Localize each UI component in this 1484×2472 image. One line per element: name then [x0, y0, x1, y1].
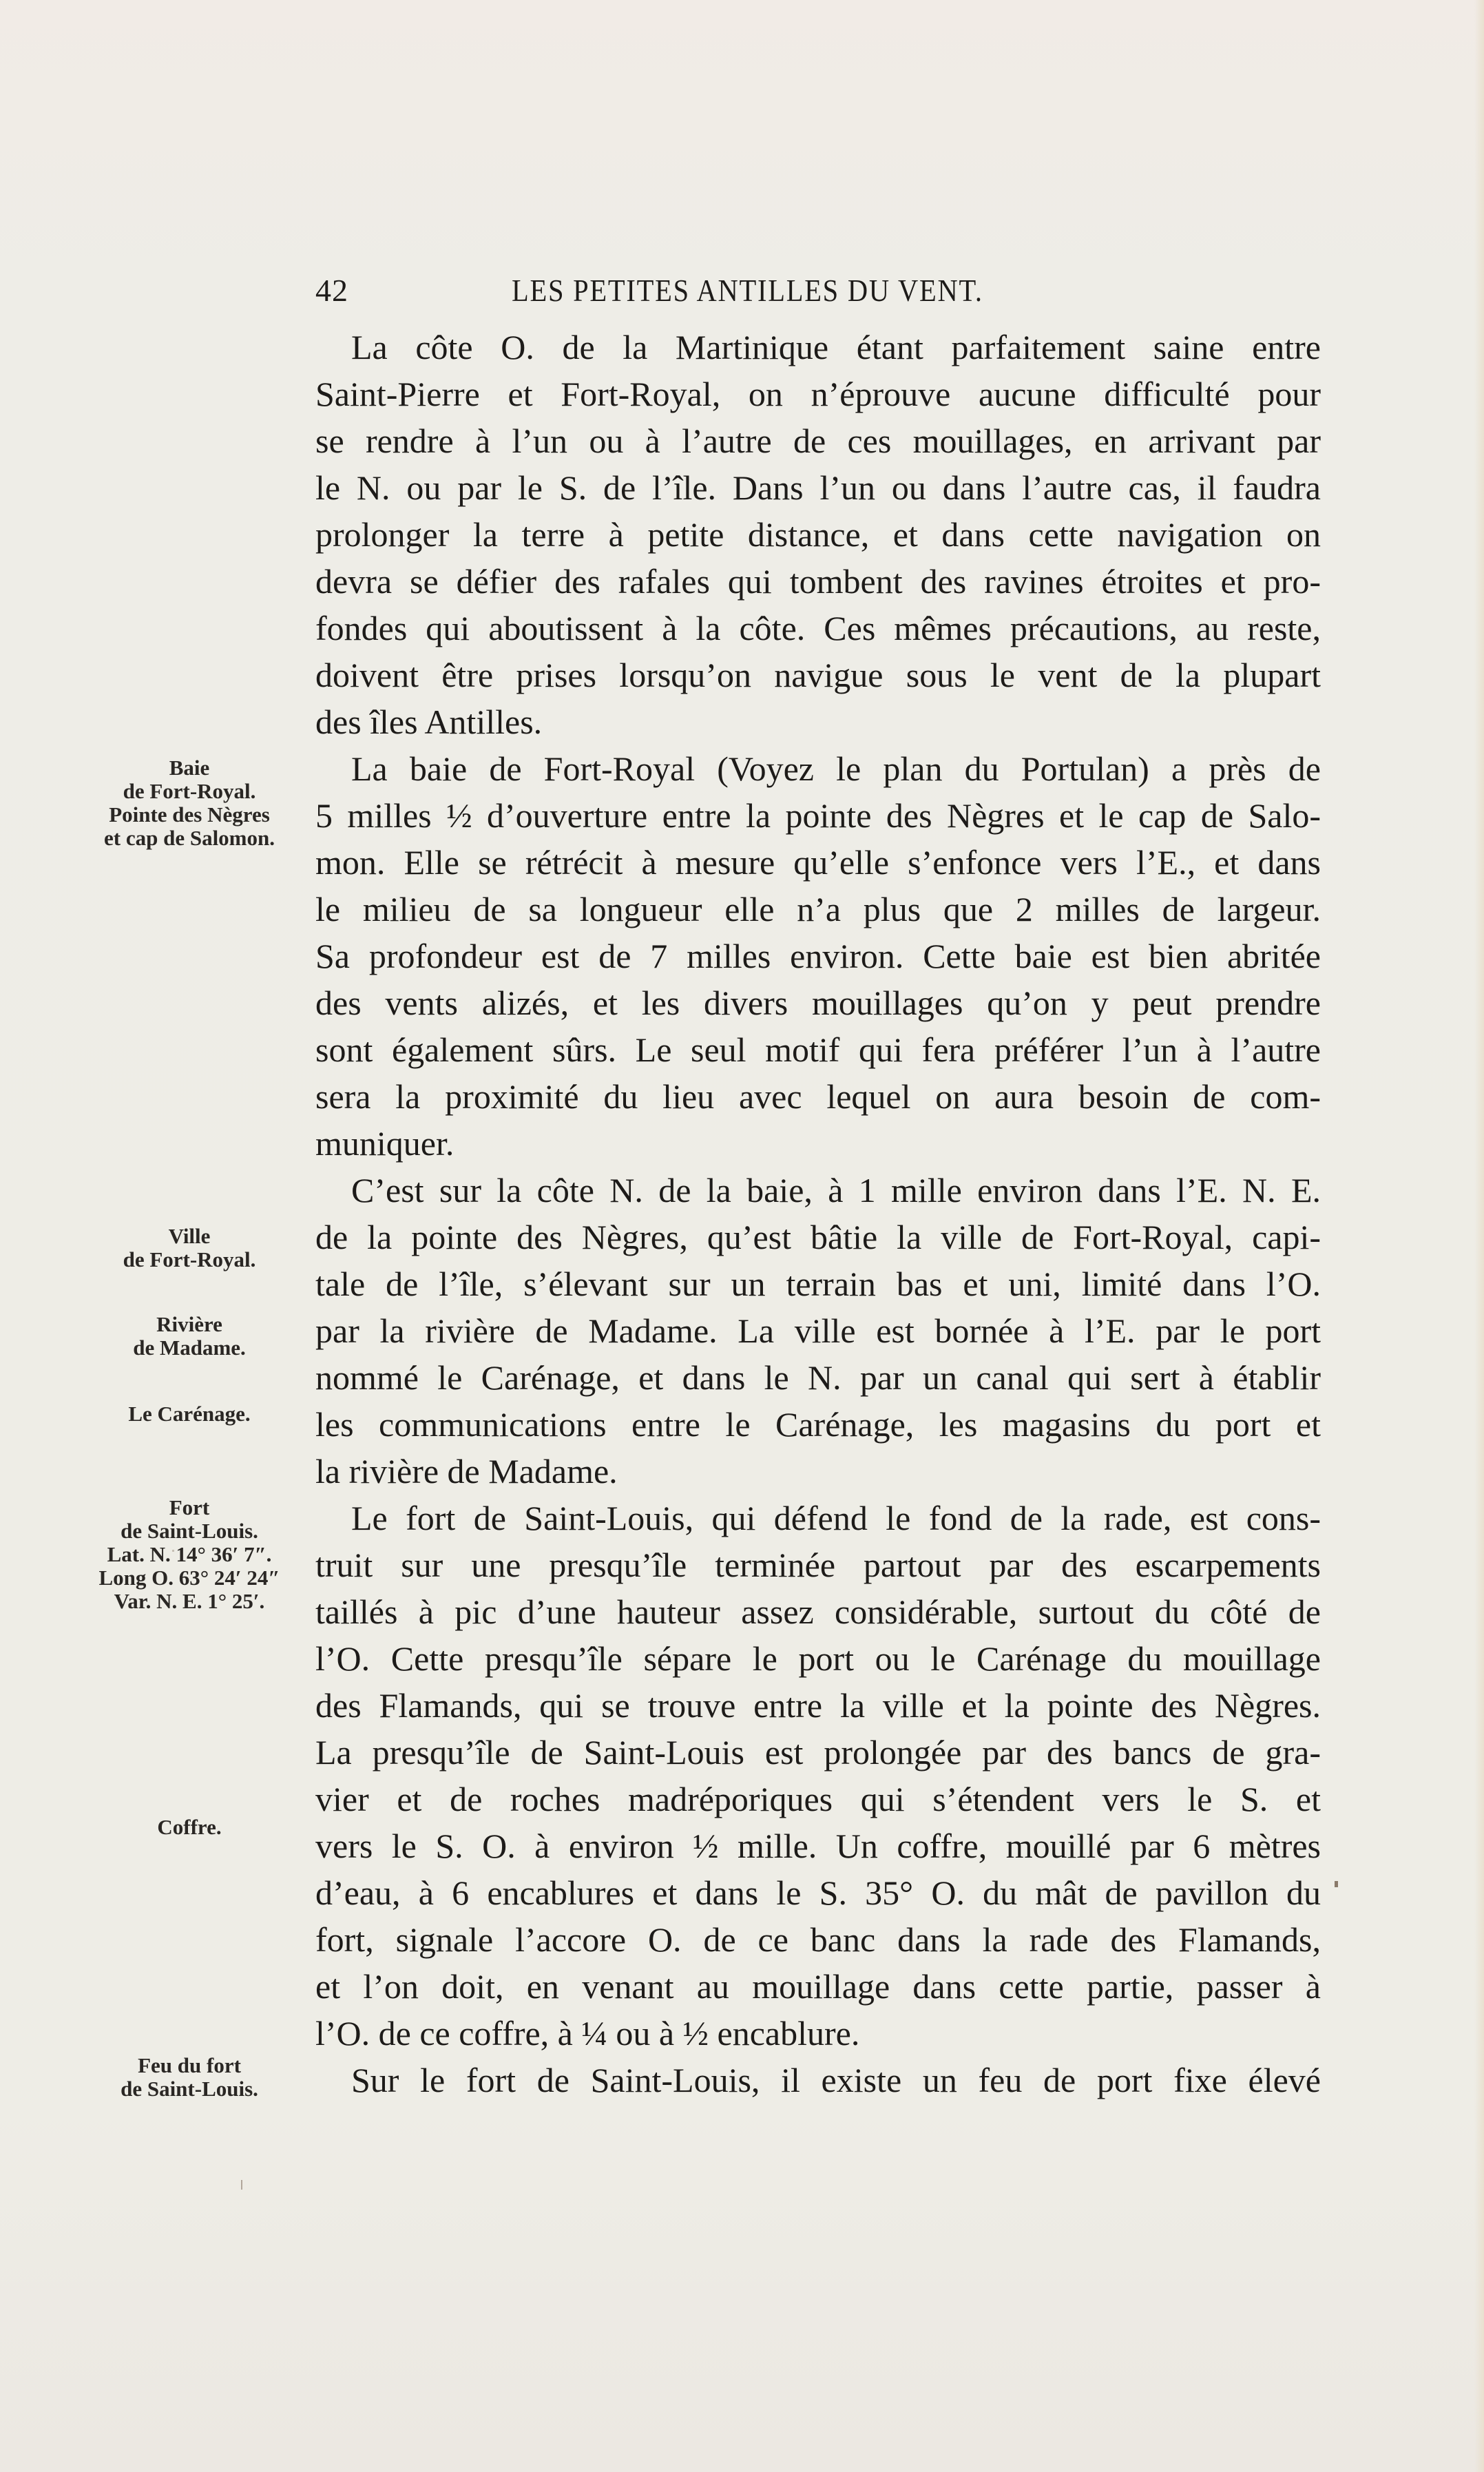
text-line: mon. Elle se rétrécit à mesure qu’elle s’enfonce vers l’E., et dans: [315, 843, 1321, 882]
margin-note-line: et cap de Salomon.: [104, 826, 275, 850]
text-line: vers le S. O. à environ ½ mille. Un coffre, mouillé par 6 mètres: [315, 1827, 1321, 1865]
margin-note-line: Var. N. E. 1° 25′.: [114, 1589, 265, 1613]
margin-note-le-carenage: [69, 1402, 310, 1426]
text-line: 5 milles ½ d’ouverture entre la pointe des Nègres et le cap de Salo-: [315, 796, 1321, 835]
text-line: les communications entre le Carénage, les magasins du port et: [315, 1405, 1321, 1444]
text-line: le N. ou par le S. de l’île. Dans l’un ou dans l’autre cas, il faudra: [315, 468, 1321, 507]
margin-note-riviere-madame: [69, 1313, 310, 1360]
margin-note-line: Rivière: [156, 1312, 222, 1336]
ink-speck: [241, 2180, 242, 2190]
margin-note-fort-saint-louis: [69, 1496, 310, 1613]
margin-note-line: Fort: [169, 1495, 210, 1519]
margin-note-baie-fort-royal: [69, 756, 310, 850]
text-line: et l’on doit, en venant au mouillage dans cette partie, passer à: [315, 1967, 1321, 2006]
margin-note-line: Baie: [169, 756, 210, 780]
text-line: la rivière de Madame.: [315, 1452, 618, 1491]
margin-note-feu-fort-saint-louis: [69, 2054, 310, 2101]
text-line: des vents alizés, et les divers mouillages qu’on y peut prendre: [315, 984, 1321, 1022]
text-line: fondes qui aboutissent à la côte. Ces mêmes précautions, au reste,: [315, 609, 1321, 647]
text-line: Le fort de Saint-Louis, qui défend le fond de la rade, est cons-: [351, 1499, 1321, 1537]
margin-note-line: Pointe des Nègres: [109, 802, 270, 827]
text-line: l’O. de ce coffre, à ¼ ou à ½ encablure.: [315, 2014, 860, 2053]
text-line: d’eau, à 6 encablures et dans le S. 35° O. du mât de pavillon du: [315, 1873, 1321, 1912]
ink-speck: [172, 1550, 174, 1552]
ink-speck: [1335, 1881, 1338, 1887]
text-line: par la rivière de Madame. La ville est bornée à l’E. par le port: [315, 1311, 1321, 1350]
text-line: La baie de Fort-Royal (Voyez le plan du Portulan) a près de: [351, 749, 1321, 788]
text-line: La presqu’île de Saint-Louis est prolongée par des bancs de gra-: [315, 1733, 1321, 1772]
margin-note-line: Lat. N. 14° 36′ 7″.: [107, 1542, 272, 1566]
text-line: devra se défier des rafales qui tombent des ravines étroites et pro-: [315, 562, 1321, 601]
body-text: [315, 324, 1321, 2104]
text-line: sont également sûrs. Le seul motif qui fera préférer l’un à l’autre: [315, 1030, 1321, 1069]
margin-note-ville-fort-royal: [69, 1225, 310, 1271]
margin-note-coffre: [69, 1816, 310, 1839]
margin-note-line: de Fort-Royal.: [123, 1247, 256, 1271]
text-line: taillés à pic d’une hauteur assez considérable, surtout du côté de: [315, 1592, 1321, 1631]
page-number: 42: [315, 273, 348, 308]
text-line: fort, signale l’accore O. de ce banc dans la rade des Flamands,: [315, 1920, 1321, 1959]
margin-note-line: de Fort-Royal.: [123, 779, 256, 803]
margin-note-line: Coffre.: [157, 1815, 222, 1839]
text-line: C’est sur la côte N. de la baie, à 1 mille environ dans l’E. N. E.: [351, 1171, 1321, 1209]
text-line: Saint-Pierre et Fort-Royal, on n’éprouve aucune difficulté pour: [315, 375, 1321, 413]
text-line: Sa profondeur est de 7 milles environ. Cette baie est bien abritée: [315, 937, 1321, 975]
page-edge-shadow: [1474, 0, 1484, 2472]
text-line: doivent être prises lorsqu’on navigue sous le vent de la plupart: [315, 656, 1321, 694]
text-line: Sur le fort de Saint-Louis, il existe un feu de port fixe élevé: [351, 2061, 1321, 2099]
running-head: [315, 270, 1328, 311]
margin-note-line: Long O. 63° 24′ 24″: [98, 1566, 280, 1590]
margin-note-line: Le Carénage.: [128, 1402, 251, 1426]
text-line: truit sur une presqu’île terminée partout par des escarpements: [315, 1546, 1321, 1584]
text-line: l’O. Cette presqu’île sépare le port ou le Carénage du mouillage: [315, 1639, 1321, 1678]
text-line: se rendre à l’un ou à l’autre de ces mouillages, en arrivant par: [315, 422, 1321, 460]
margin-note-line: Feu du fort: [138, 2053, 241, 2077]
text-line: des îles Antilles.: [315, 703, 543, 741]
margin-note-line: de Saint-Louis.: [121, 2077, 258, 2101]
text-line: sera la proximité du lieu avec lequel on aura besoin de com-: [315, 1077, 1321, 1116]
text-line: nommé le Carénage, et dans le N. par un canal qui sert à établir: [315, 1358, 1321, 1397]
margin-note-line: de Madame.: [133, 1336, 246, 1360]
margin-note-line: de Saint-Louis.: [121, 1519, 258, 1543]
running-title: LES PETITES ANTILLES DU VENT.: [512, 273, 983, 308]
text-line: de la pointe des Nègres, qu’est bâtie la ville de Fort-Royal, capi-: [315, 1218, 1321, 1256]
text-line: La côte O. de la Martinique étant parfaitement saine entre: [351, 328, 1321, 366]
margin-note-line: Ville: [168, 1224, 211, 1248]
text-line: tale de l’île, s’élevant sur un terrain bas et uni, limité dans l’O.: [315, 1265, 1321, 1303]
text-line: le milieu de sa longueur elle n’a plus que 2 milles de largeur.: [315, 890, 1321, 928]
text-line: vier et de roches madréporiques qui s’étendent vers le S. et: [315, 1780, 1321, 1818]
text-line: muniquer.: [315, 1124, 454, 1163]
text-line: des Flamands, qui se trouve entre la ville et la pointe des Nègres.: [315, 1686, 1321, 1725]
text-line: prolonger la terre à petite distance, et dans cette navigation on: [315, 515, 1321, 554]
